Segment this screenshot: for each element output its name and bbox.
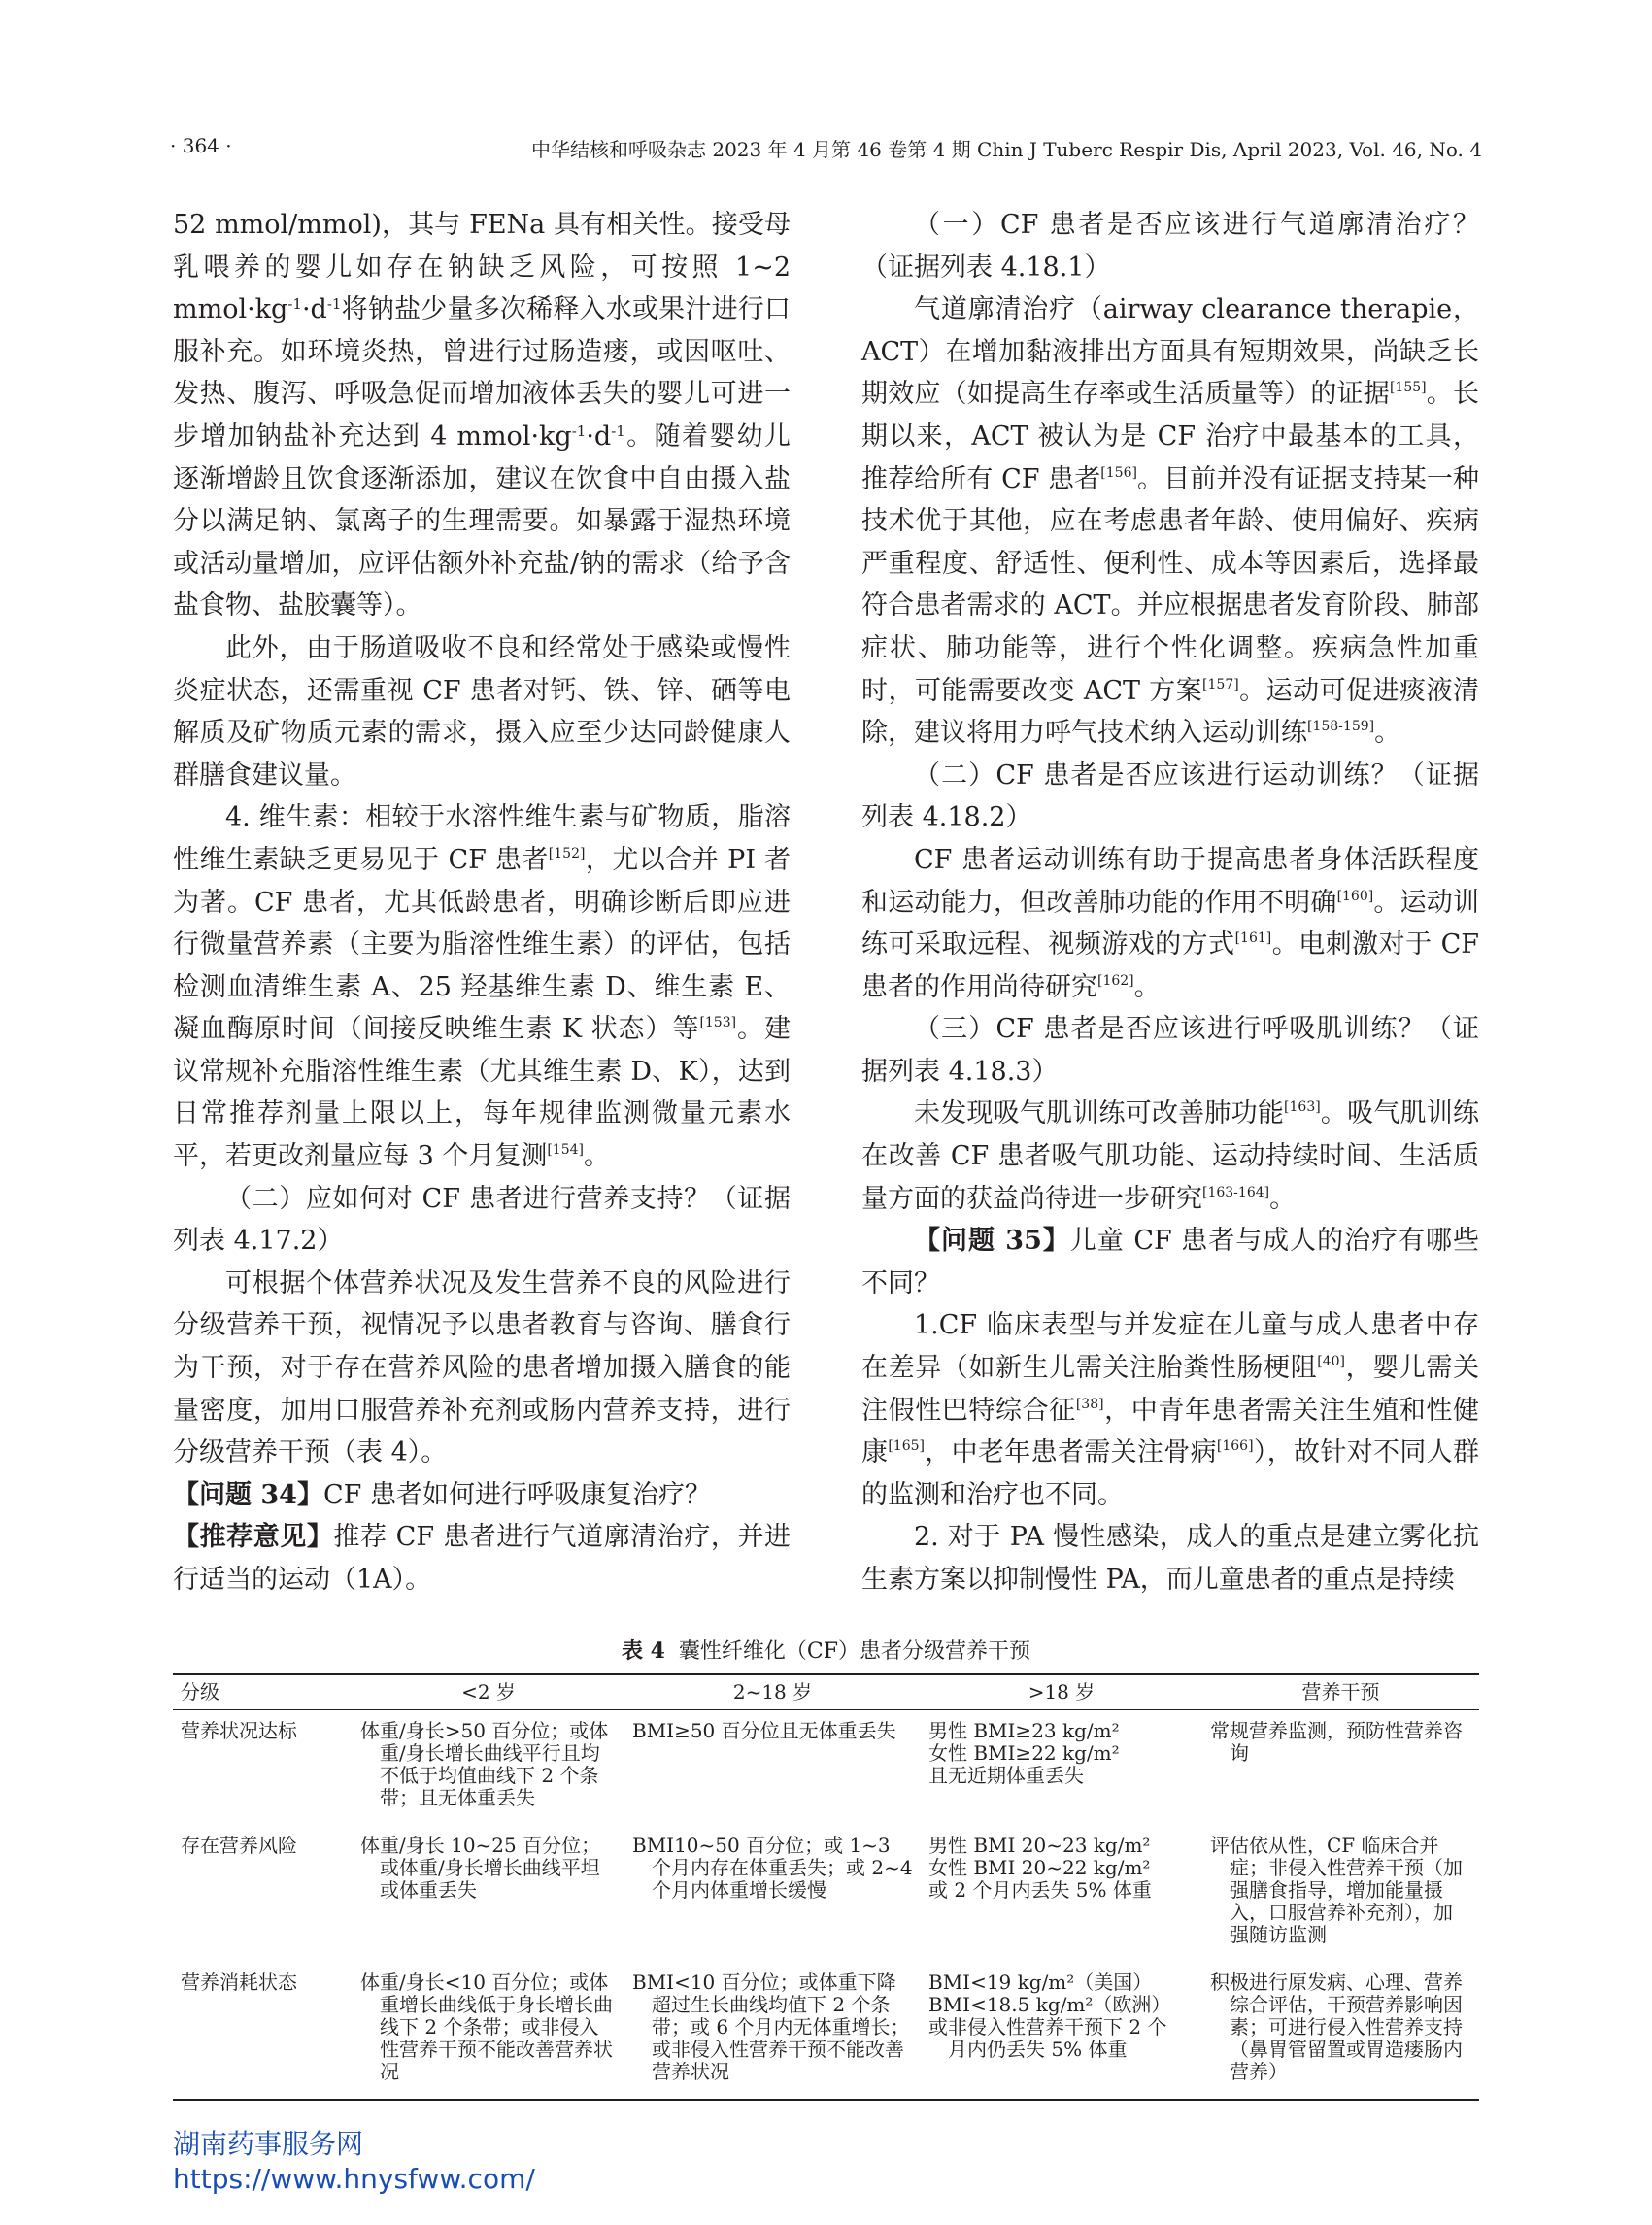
cell-over-18: BMI<19 kg/m²（美国） BMI<18.5 kg/m²（欧洲） 或非侵入性营养干预下 2 个 月内仍丢失 5% 体重 <box>921 1962 1202 2100</box>
right-column <box>861 204 1479 1601</box>
cell-under-2: 体重/身长 10~25 百分位；或体重/身长增长曲线平坦或体重丢失 <box>360 1834 601 1902</box>
cell-2-to-18: BMI≥50 百分位且无体重丢失 <box>632 1719 896 1742</box>
left-column <box>173 204 791 1601</box>
cell-2-to-18: BMI<10 百分位；或体重下降超过生长曲线均值下 2 个条带；或 6 个月内无体重增长；或非侵入性营养干预不能改善营养状况 <box>624 1962 921 2100</box>
watermark-url[interactable]: https://www.hnysfww.com/ <box>173 2163 535 2195</box>
cell-over-18: 男性 BMI 20~23 kg/m² 女性 BMI 20~22 kg/m² 或 2 个月内丢失 5% 体重 <box>928 1834 1152 1902</box>
recommendation: 【推荐意见】推荐 CF 患者进行气道廓清治疗，并进行适当的运动（1A）。 <box>173 1522 792 1595</box>
cell-2-to-18: BMI10~50 百分位；或 1~3 个月内存在体重丢失；或 2~4 个月内体重增长缓慢 <box>632 1834 913 1902</box>
question-35: 【问题 35】儿童 CF 患者与成人的治疗有哪些不同？ <box>861 1226 1479 1298</box>
cell-intervention: 评估依从性，CF 临床合并症；非侵入性营养干预（加强膳食指导，增加能量摄入，口服营养补充剂），加强随访监测 <box>1210 1834 1463 1946</box>
cell-under-2: 体重/身长<10 百分位；或体重增长曲线低于身长增长曲线下 2 个条带；或非侵入性营养干预不能改善营养状况 <box>353 1962 624 2100</box>
header-over-18: >18 岁 <box>921 1674 1202 1710</box>
header-2-to-18: 2~18 岁 <box>624 1674 921 1710</box>
cell-intervention: 积极进行原发病、心理、营养综合评估，干预营养影响因素；可进行侵入性营养支持（鼻胃管留置或胃造瘘肠内营养） <box>1202 1962 1479 2100</box>
website-watermark <box>173 2127 535 2197</box>
paragraph-minerals: 此外，由于肠道吸收不良和经常处于感染或慢性炎症状态，还需重视 CF 患者对钙、铁、锌、硒等电解质及矿物质元素的需求，摄入应至少达同龄健康人群膳食建议量。 <box>173 632 791 791</box>
cell-intervention: 常规营养监测，预防性营养咨询 <box>1210 1719 1463 1765</box>
subheading-nutrition-support: （二）应如何对 CF 患者进行营养支持？（证据列表 4.17.2） <box>173 1183 791 1257</box>
subheading-airway-clearance: （一）CF 患者是否应该进行气道廓清治疗？（证据列表 4.18.1） <box>861 210 1479 283</box>
running-header <box>170 134 1482 165</box>
header-grade: 分级 <box>173 1674 353 1710</box>
page-number: · 364 · <box>170 134 232 157</box>
paragraph-exercise: CF 患者运动训练有助于提高患者身体活跃程度和运动能力，但改善肺功能的作用不明确[160]。运动训练可采取远程、视频游戏的方式[161]。电刺激对于 CF 患者的作用尚待研究[162]。 <box>861 844 1480 1002</box>
paragraph-sodium: 52 mmol/mmol)，其与 FENa 具有相关性。接受母乳喂养的婴儿如存在钠缺乏风险，可按照 1~2 $mmol\cdot kg^{-1}\cdot d^{-1}$将钠盐少量多次稀释入水或果汁进行口服补充。如环境炎热，曾进行过肠造瘘，或因呕吐、发热、腹泻、呼吸急促而增加液体丢失的婴儿可进一步增加钠盐补充达到 4 $mmol\cdot kg^{-1}\cdot d^{-1}$。随着婴幼儿逐渐增龄且饮食逐渐添加，建议在饮食中自由摄入盐分以满足钠、氯离子的生理需要。如暴露于湿热环境或活动量增加，应评估额外补充盐/钠的需求（给予含盐食物、盐胶囊等）。 <box>173 210 792 622</box>
question-34: 【问题 34】CF 患者如何进行呼吸康复治疗？ <box>173 1479 711 1510</box>
paragraph-pa-infection: 2. 对于 PA 慢性感染，成人的重点是建立雾化抗生素方案以抑制慢性 PA，而儿童患者的重点是持续 <box>861 1522 1479 1595</box>
paragraph-respiratory-muscle: 未发现吸气肌训练可改善肺功能[163]。吸气肌训练在改善 CF 患者吸气肌功能、运动持续时间、生活质量方面的获益尚待进一步研究[163-164]。 <box>861 1098 1480 1214</box>
subheading-respiratory-muscle: （三）CF 患者是否应该进行呼吸肌训练？（证据列表 4.18.3） <box>861 1014 1479 1087</box>
table-header-row <box>173 1674 1479 1710</box>
table-row <box>173 1710 1479 1826</box>
table-row <box>173 1962 1479 2100</box>
header-intervention: 营养干预 <box>1202 1674 1479 1710</box>
watermark-site-name: 湖南药事服务网 <box>173 2128 364 2160</box>
table-row <box>173 1825 1479 1962</box>
cell-grade: 存在营养风险 <box>181 1834 297 1857</box>
paragraph-vitamins: 4. 维生素：相较于水溶性维生素与矿物质，脂溶性维生素缺乏更易见于 CF 患者[152]，尤以合并 PI 者为著。CF 患者，尤其低龄患者，明确诊断后即应进行微量营养素（主要为脂溶性维生素）的评估，包括检测血清维生素 A、25 羟基维生素 D、维生素 E、凝血酶原时间（间接反映维生素 K 状态）等[153]。建议常规补充脂溶性维生素（尤其维生素 D、K），达到日常推荐剂量上限以上，每年规律监测微量元素水平，若更改剂量应每 3 个月复测[154]。 <box>173 802 792 1172</box>
cell-grade: 营养状况达标 <box>181 1719 297 1742</box>
paragraph-nutrition-intervention: 可根据个体营养状况及发生营养不良的风险进行分级营养干预，视情况予以患者教育与咨询、膳食行为干预，对于存在营养风险的患者增加摄入膳食的能量密度，加用口服营养补充剂或肠内营养支持，进行分级营养干预（表 4）。 <box>173 1267 791 1468</box>
journal-citation: 中华结核和呼吸杂志 2023 年 4 月第 46 卷第 4 期 Chin J Tuberc Respir Dis, April 2023, Vol. 46, No. 4 <box>531 138 1482 161</box>
header-under-2: <2 岁 <box>353 1674 624 1710</box>
nutrition-table <box>173 1673 1479 2101</box>
cell-over-18: 男性 BMI≥23 kg/m² 女性 BMI≥22 kg/m² 且无近期体重丢失 <box>928 1719 1120 1787</box>
subheading-exercise: （二）CF 患者是否应该进行运动训练？（证据列表 4.18.2） <box>861 759 1479 833</box>
paragraph-children-vs-adults: 1.CF 临床表型与并发症在儿童与成人患者中存在差异（如新生儿需关注胎粪性肠梗阻[40]，婴儿需关注假性巴特综合征[38]，中青年患者需关注生殖和性健康[165]，中老年患者需关注骨病[166]），故针对不同人群的监测和治疗也不同。 <box>861 1310 1480 1510</box>
paragraph-airway-clearance: 气道廓清治疗（airway clearance therapie，ACT）在增加黏液排出方面具有短期效果，尚缺乏长期效应（如提高生存率或生活质量等）的证据[155]。长期以来，ACT 被认为是 CF 治疗中最基本的工具，推荐给所有 CF 患者[156]。目前并没有证据支持某一种技术优于其他，应在考虑患者年龄、使用偏好、疾病严重程度、舒适性、便利性、成本等因素后，选择最符合患者需求的 ACT。并应根据患者发育阶段、肺部症状、肺功能等，进行个性化调整。疾病急性加重时，可能需要改变 ACT 方案[157]。运动可促进痰液清除，建议将用力呼气技术纳入运动训练[158-159]。 <box>861 294 1480 749</box>
cell-grade: 营养消耗状态 <box>173 1962 353 2100</box>
cell-under-2: 体重/身长>50 百分位；或体重/身长增长曲线平行且均不低于均值曲线下 2 个条带；且无体重丢失 <box>360 1719 609 1809</box>
table-caption: 表 4 囊性纤维化（CF）患者分级营养干预 <box>621 1638 1031 1664</box>
